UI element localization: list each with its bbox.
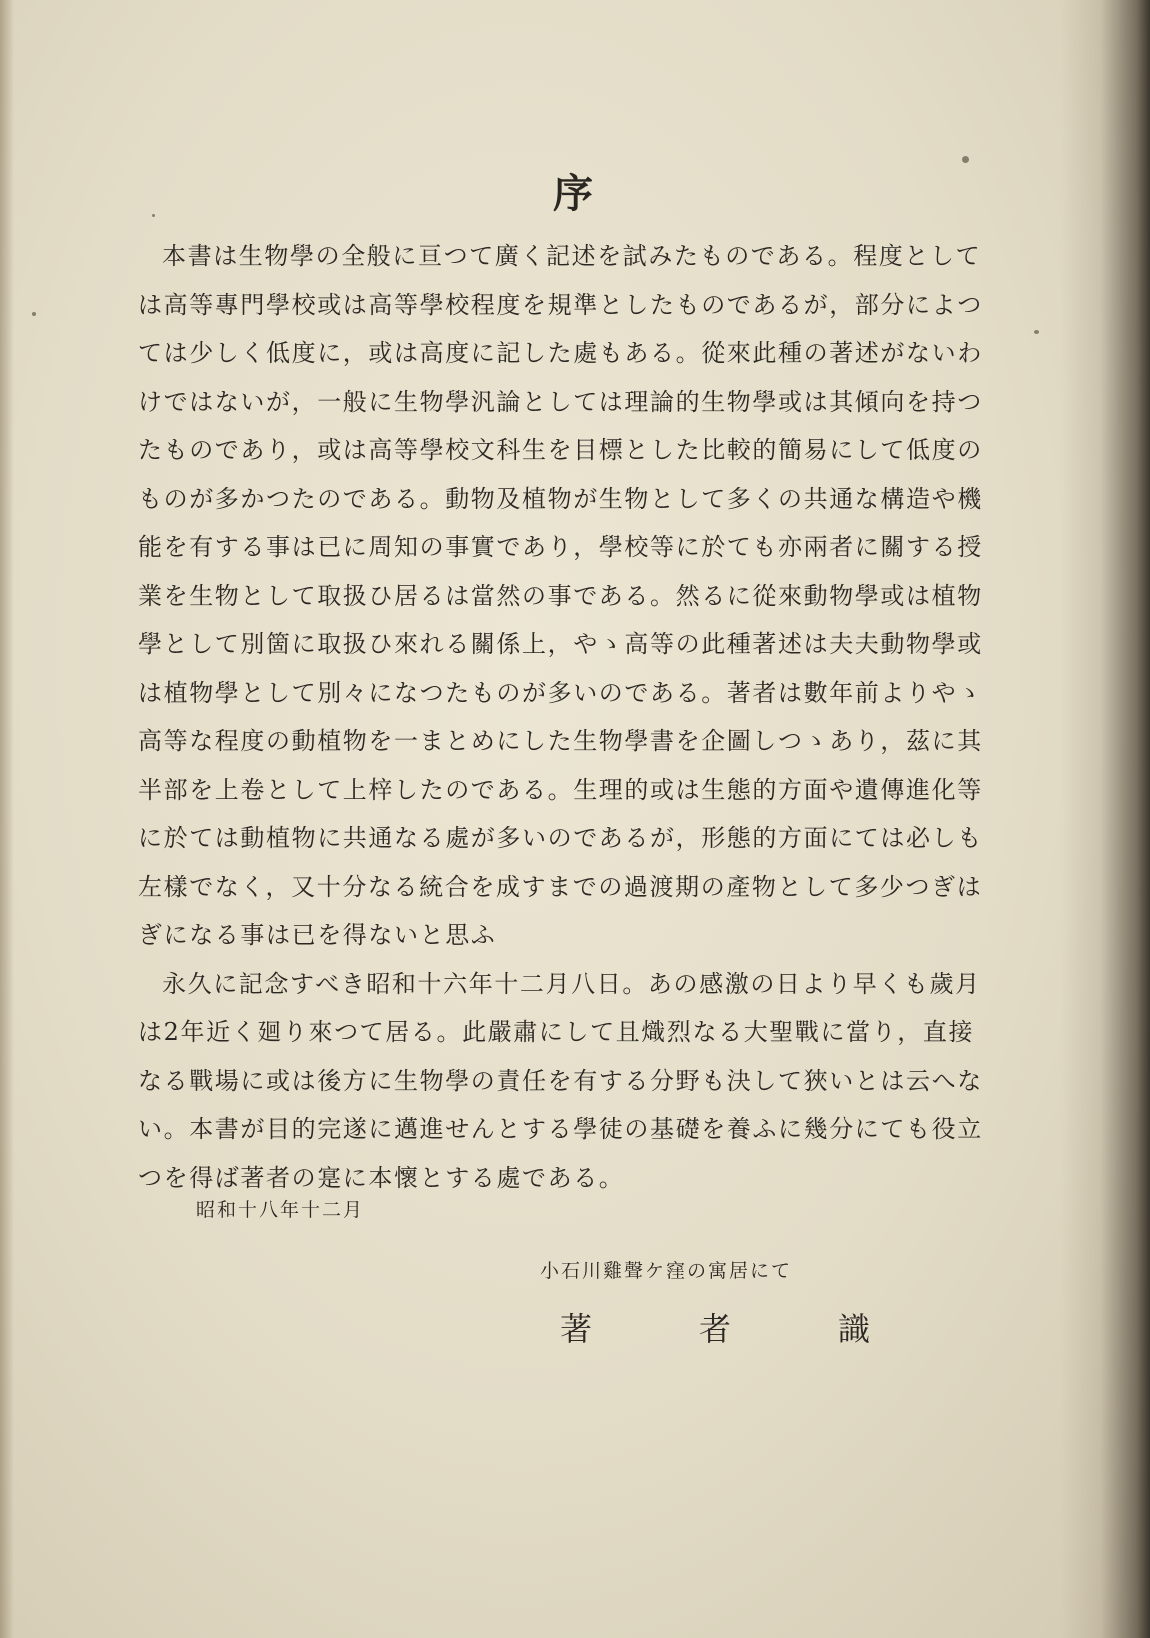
signature-char-2: 者	[698, 1310, 731, 1348]
author-residence: 小石川雞聲ケ窪の寓居にて	[540, 1260, 793, 1282]
preface-paragraph-2: 永久に記念すべき昭和十六年十二月八日。あの感激の日より早くも歲月は2年近く廻り來つて居る。此嚴肅にして且熾烈なる大聖戰に當り，直接なる戰場に或は後方に生物學の責任を有する分野も決して狹いとは云へない。本書が目的完遂に邁進せんとする學徒の基礎を養ふに幾分にても役立つを得ば著者の寔に本懷とする處である。	[138, 969, 983, 1192]
page-title: 序	[553, 170, 597, 217]
signature-char-1: 著	[560, 1310, 593, 1348]
preface-paragraph-1: 本書は生物學の全般に亘つて廣く記述を試みたものである。程度としては高等專門學校或は高等學校程度を規準としたものであるが，部分によつては少しく低度に，或は高度に記した處もある。從來此種の著述がないわけではないが，一般に生物學汎論としては理論的生物學或は其傾向を持つたものであり，或は高等學校文科生を目標とした比較的簡易にして低度のものが多かつたのである。動物及植物が生物として多くの共通な構造や機能を有する事は已に周知の事實であり，學校等に於ても亦兩者に關する授業を生物として取扱ひ居るは當然の事である。然るに從來動物學或は植物學として別箇に取扱ひ來れる關係上，やゝ高等の此種著述は夫夫動物學或は植物學として別々になつたものが多いのである。著者は數年前よりやゝ高等な程度の動植物を一まとめにした生物學書を企圖しつゝあり，茲に其半部を上卷として上梓したのである。生理的或は生態的方面や遺傳進化等に於ては動植物に共通なる處が多いのであるが，形態的方面にては必しも左樣でなく，又十分なる統合を成すまでの過渡期の產物として多少つぎはぎになる事は已を得ないと思ふ	[138, 242, 983, 949]
preface-body	[138, 232, 998, 1202]
book-spine-shadow	[1060, 0, 1150, 1638]
paper-speck	[32, 312, 36, 316]
paper-speck	[1034, 330, 1039, 334]
signature-char-3: 識	[837, 1310, 870, 1348]
author-signature	[560, 1304, 870, 1350]
page-edge-left	[0, 0, 14, 1638]
preface-date: 昭和十八年十二月	[196, 1199, 365, 1221]
